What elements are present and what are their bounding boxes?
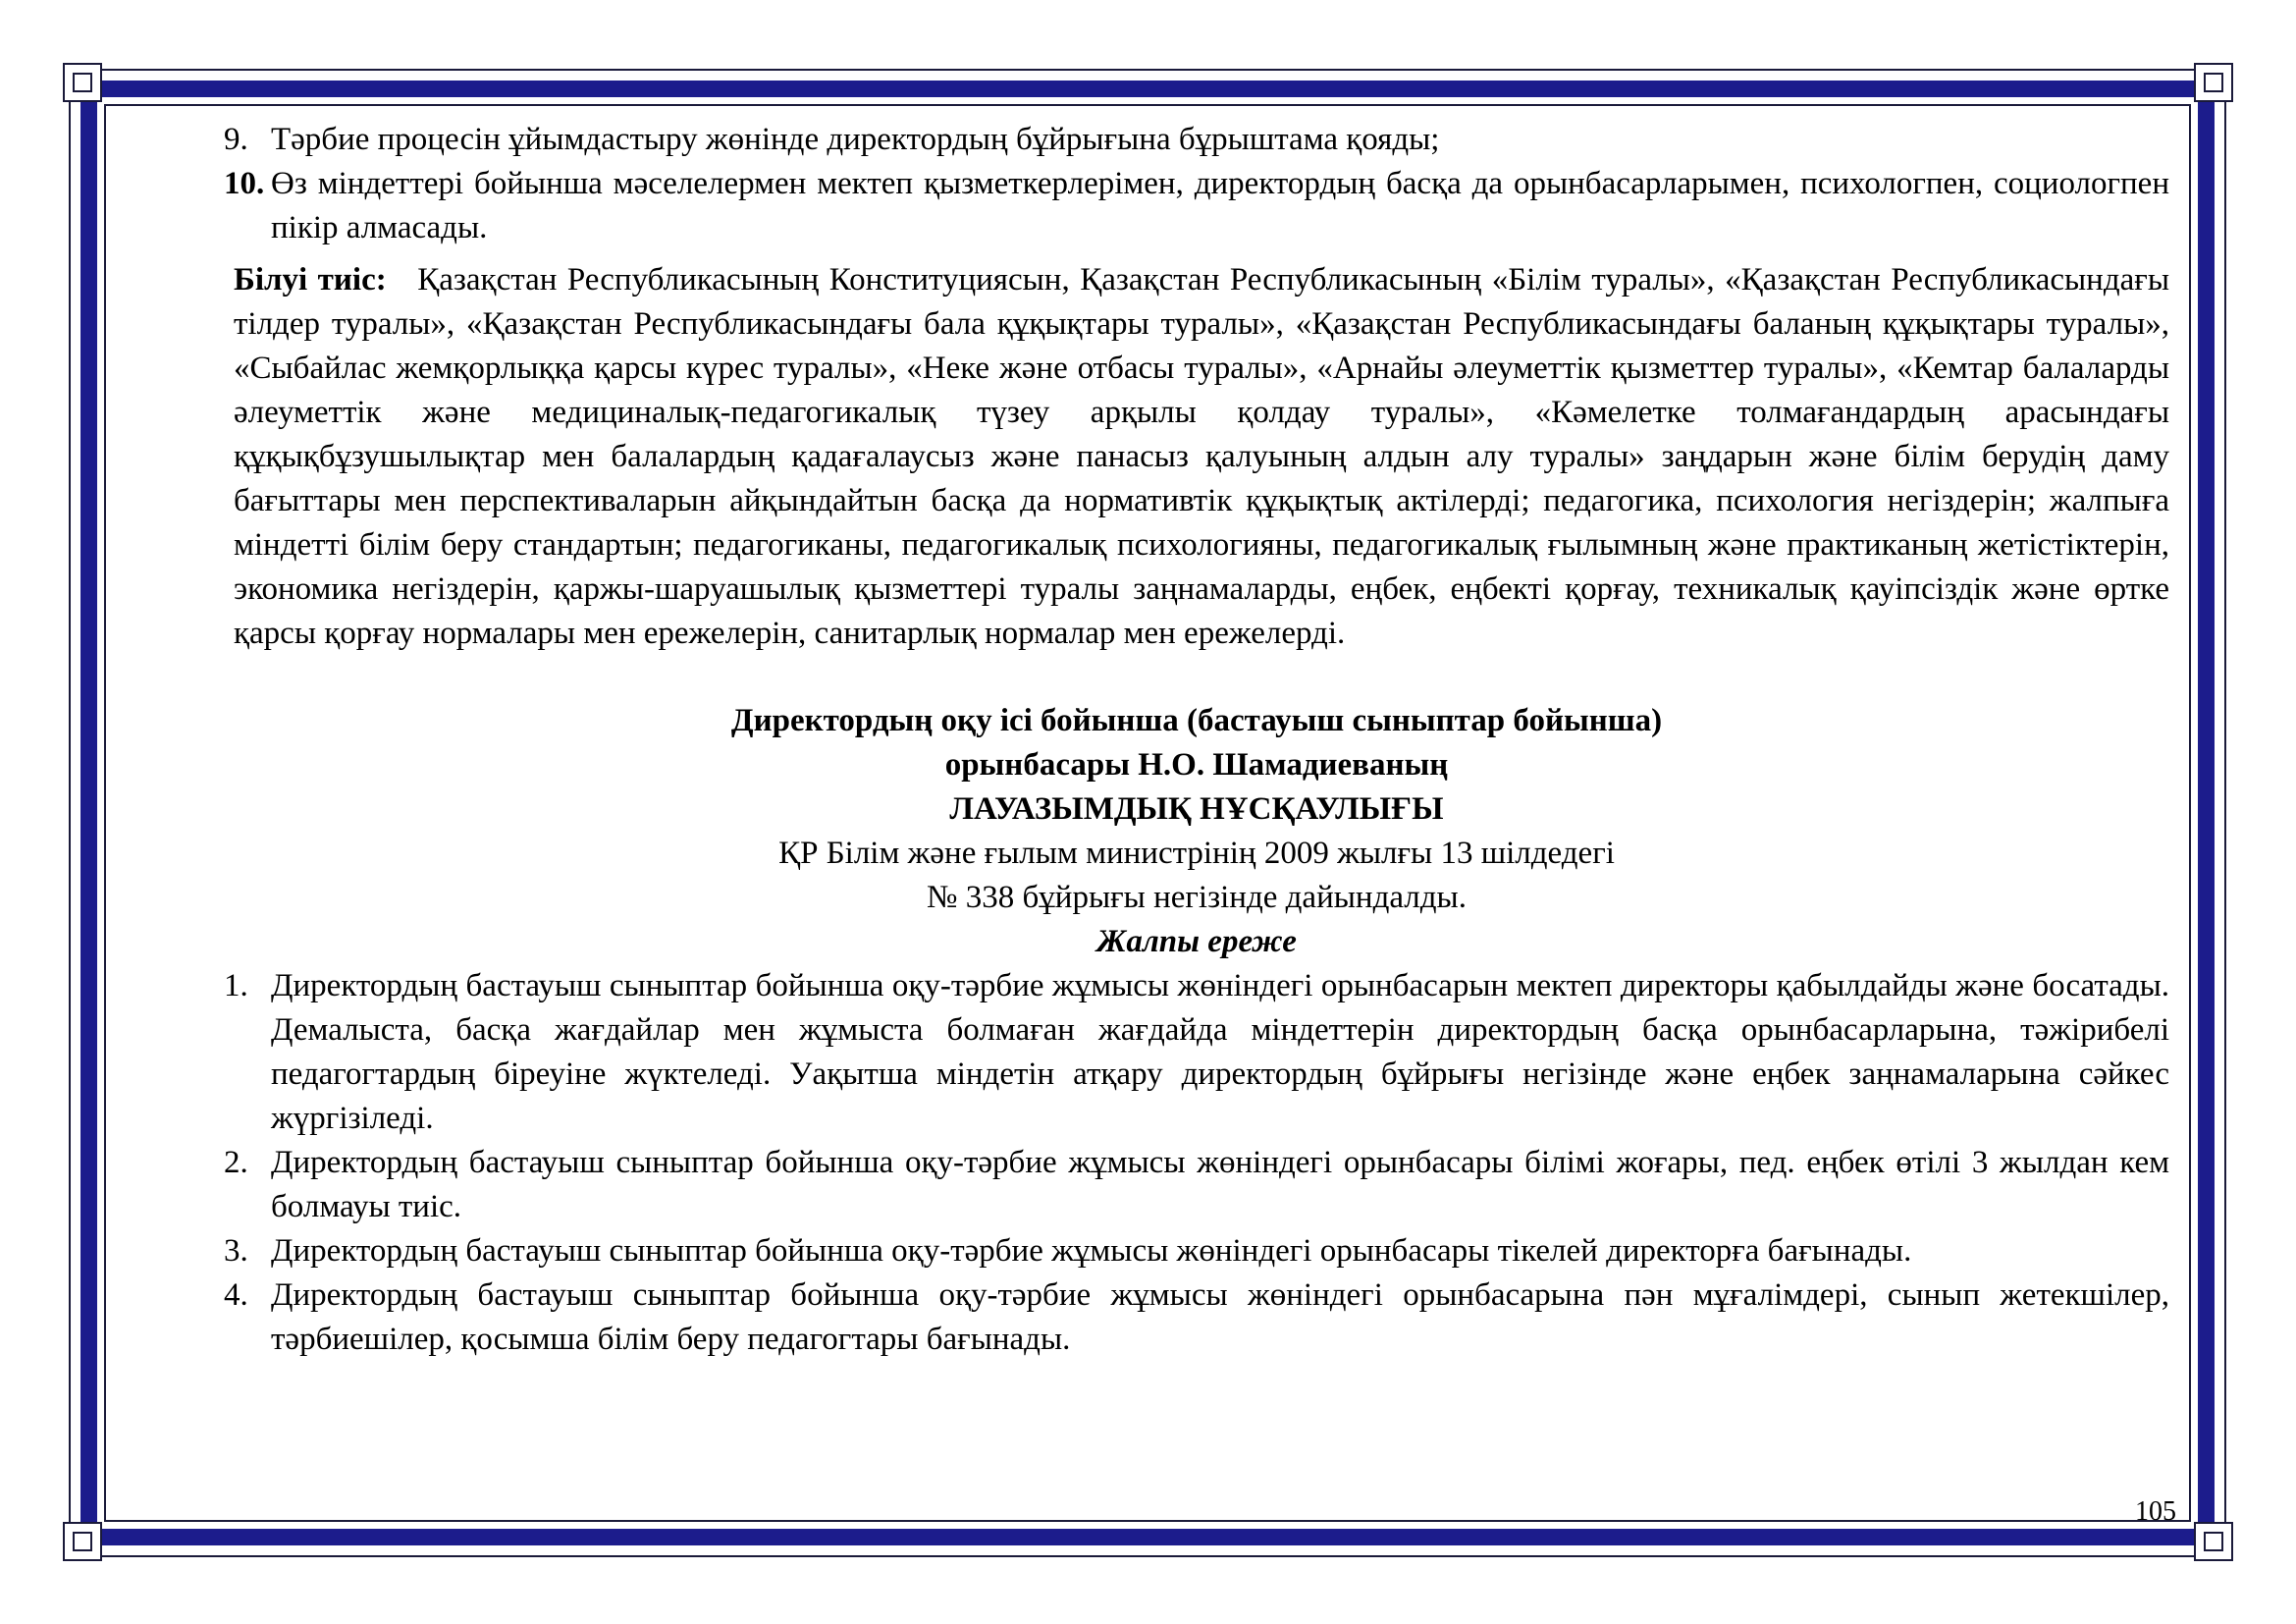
knowledge-label: Білуі тиіс: [234,262,387,298]
knowledge-paragraph [234,258,2169,656]
frame-corner-ornament [2194,63,2233,102]
list-item-number: 9. [224,122,248,157]
heading-line-2: орынбасары Н.О. Шамадиеваның [944,747,1449,783]
list-item-number: 10. [224,166,265,201]
list-item [224,118,2169,162]
document-title: ЛАУАЗЫМДЫҚ НҰСҚАУЛЫҒЫ [949,791,1444,827]
knowledge-text: Қазақстан Республикасының Конституциясын, Қазақстан Республикасының «Білім туралы», «Қазақстан Республикасындағы тілдер туралы», «Қазақстан Республикасындағы бала құқықтары туралы», «Қазақстан Республикасындағы баланың құқықтары туралы», «Сыбайлас жемқорлыққа қарсы күрес туралы», «Неке және отбасы туралы», «Арнайы әлеуметтік қызметтер туралы», «Кемтар балаларды әлеуметтік және медициналық-педагогикалық түзеу арқылы қолдау туралы», «Кәмелетке толмағандардың арасындағы құқықбұзушылықтар мен балалардың қадағалаусыз және панасыз қалуының алдын алу туралы» заңдарын және білім берудің даму бағыттары мен перспективаларын айқындайтын басқа да нормативтік құқықтық актілерді; педагогика, психология негіздерін; жалпыға міндетті білім беру стандартын; педагогиканы, педагогикалық психологияны, педагогикалық ғылымның және практиканың жетістіктерін, экономика негіздерін, қаржы-шаруашылық қызметтері туралы заңнамаларды, еңбек, еңбекті қорғау, техникалық қауіпсіздік және өртке қарсы қорғау нормалары мен ережелерін, санитарлық нормалар мен ережелерді. [234,262,2169,651]
frame-corner-ornament [63,63,102,102]
heading-line-1: Директордың оқу ісі бойынша (бастауыш сыныптар бойынша) [730,703,1663,738]
list-item-text: Өз міндеттері бойынша мәселелермен мектеп қызметкерлерімен, директордың басқа да орынбасарларымен, психологпен, социологпен пікір алмасады. [271,166,2169,245]
page-number: 105 [2135,1498,2176,1522]
list-item [224,1273,2169,1362]
list-item [224,964,2169,1141]
list-item-text: Тәрбие процесін ұйымдастыру жөнінде директордың бұйрығына бұрыштама қояды; [271,122,1440,157]
heading-basis-line-1: ҚР Білім және ғылым министрінің 2009 жылғы 13 шілдедегі [778,836,1615,871]
list-item [224,1141,2169,1229]
list-item [224,1229,2169,1273]
section-title: Жалпы ереже [1096,924,1297,959]
list-item-number: 2. [224,1145,248,1180]
list-item [224,162,2169,250]
list-item-text: Директордың бастауыш сыныптар бойынша оқу-тәрбие жұмысы жөніндегі орынбасарын мектеп директоры қабылдайды және босатады. Демалыста, басқа жағдайлар мен жұмыста болмаған жағдайда міндеттерін директордың басқа орынбасарларына, тәжірибелі педагогтардың біреуіне жүктеледі. Уақытша міндетін атқару директордың бұйрығы негізінде және еңбек заңнамаларына сәйкес жүргізіледі. [271,968,2169,1136]
list-item-text: Директордың бастауыш сыныптар бойынша оқу-тәрбие жұмысы жөніндегі орынбасары тікелей директорға бағынады. [271,1233,1912,1269]
list-item-number: 4. [224,1277,248,1313]
frame-corner-ornament [63,1522,102,1561]
document-body [224,118,2169,1362]
list-item-text: Директордың бастауыш сыныптар бойынша оқу-тәрбие жұмысы жөніндегі орынбасары білімі жоғары, пед. еңбек өтілі 3 жылдан кем болмауы тиіс. [271,1145,2169,1224]
frame-corner-ornament [2194,1522,2233,1561]
heading-basis-line-2: № 338 бұйрығы негізінде дайындалды. [927,880,1467,915]
list-item-number: 1. [224,968,248,1003]
list-item-number: 3. [224,1233,248,1269]
list-item-text: Директордың бастауыш сыныптар бойынша оқу-тәрбие жұмысы жөніндегі орынбасарына пән мұғалімдері, сынып жетекшілер, тәрбиешілер, қосымша білім беру педагогтары бағынады. [271,1277,2169,1357]
